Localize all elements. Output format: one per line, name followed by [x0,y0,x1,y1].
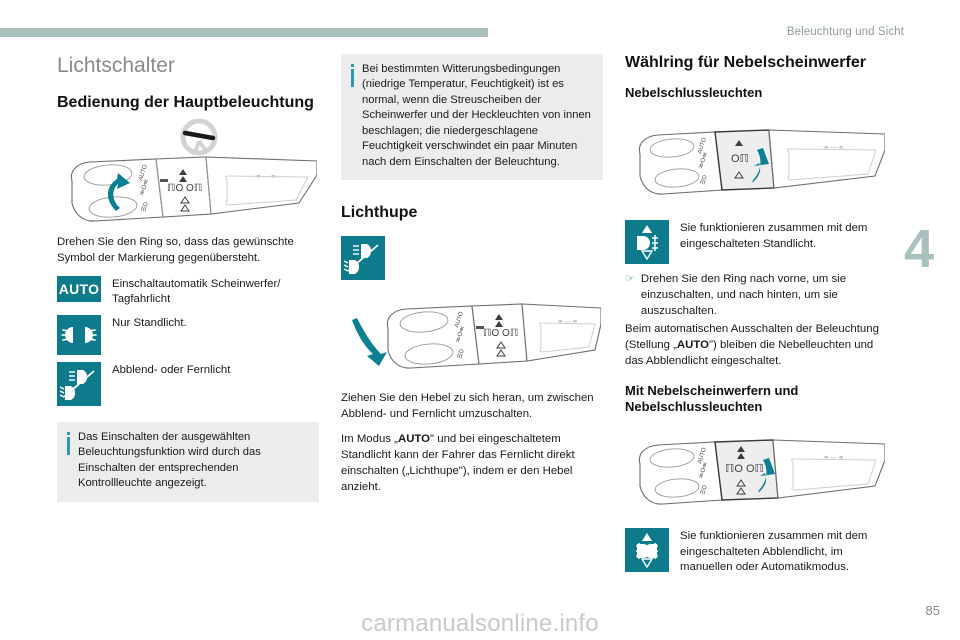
dipped-main-beam-glyph [60,365,98,403]
auto-badge-icon [57,276,101,302]
column-left [57,54,319,502]
symbol-row-dipped-main-beam [57,362,319,406]
symbol-label-front-rear-fog: Sie funktionieren zusammen mit dem eingeschalteten Abblendlicht, im manuellen oder Automatikmodus. [680,530,868,574]
svg-text:≫O≪: ≫O≪ [455,325,467,344]
info-icon [67,432,70,455]
note-box-middle [341,54,603,180]
svg-text:≫O≪: ≫O≪ [698,151,710,171]
note-text-left: Das Einschalten der ausgewählten Beleuchtungsfunktion wird durch das Einschalten der entsprechenden Kontrollleuchte angezeigt. [78,430,261,490]
rear-fog-lamp-icon [625,220,669,264]
svg-text:⚭—⚭: ⚭—⚭ [823,453,845,463]
header-rule [0,28,488,37]
paragraph-auto-post: ") bleiben die Nebelleuchten und das Abblendlicht eingeschaltet. [625,339,874,368]
heading-waehlring-nebelscheinwerfer: Wählring für Nebelscheinwerfer [625,54,866,71]
paragraph-im-modus-post: " und bei eingeschaltetem Standlicht kann der Fahrer das Fernlicht direkt einschalten („Lichthupe"), indem er den Hebel anzieht. [341,432,575,493]
rear-fog-lamp-glyph [630,223,664,261]
paragraph-auto-bold: AUTO [676,339,709,352]
heading-nebelschlussleuchten: Nebelschlussleuchten [625,84,763,100]
sidelight-icon [57,315,101,355]
paragraph-automatisches-ausschalten [625,322,887,370]
illustration-flash-stalk [343,290,601,382]
chapter-number: 4 [904,219,935,279]
svg-text:ℿO Oℿ: ℿO Oℿ [167,183,203,195]
symbol-row-auto [57,276,319,308]
front-rear-fog-lamp-icon [625,528,669,572]
heading-bedienung-hauptbeleuchtung: Bedienung der Hauptbeleuchtung [57,94,314,112]
svg-text:☰D: ☰D [700,484,709,497]
symbol-label-dipped-main-beam: Abblend- oder Fernlicht [112,363,231,376]
paragraph-ziehen-sie-den-hebel: Ziehen Sie den Hebel zu sich heran, um zwischen Abblend- und Fernlicht umzuschalten. [341,392,594,421]
illustration-rear-fog-ring [627,114,885,210]
paragraph-drehen-sie-den-ring: Drehen Sie den Ring so, dass das gewünschte Symbol der Markierung gegenübersteht. [57,236,294,264]
illustration-front-rear-fog-ring [627,426,885,518]
note-box-left [57,422,319,502]
svg-text:AUTO: AUTO [138,164,150,182]
svg-text:AUTO: AUTO [697,447,709,466]
svg-text:≫O≪: ≫O≪ [139,178,151,197]
svg-text:AUTO: AUTO [454,311,466,329]
svg-text:☰D: ☰D [700,174,709,187]
dipped-main-beam-icon [57,362,101,406]
bullet-text: Drehen Sie den Ring nach vorne, um sie einzuschalten, und nach hinten, um sie auszuschalten. [640,273,847,318]
symbol-row-front-rear-fog [625,528,887,575]
auto-badge-text: AUTO [58,280,100,297]
pointing-hand-icon: ☞ [625,273,635,286]
headlamp-flash-icon [341,236,385,280]
bullet-drehen-ring-nach-vorne [625,272,887,320]
svg-text:☰D: ☰D [141,201,150,213]
svg-text:ℿO Oℿ: ℿO Oℿ [725,463,764,476]
info-icon [351,64,354,87]
symbol-label-rear-fog: Sie funktionieren zusammen mit dem eingeschalteten Standlicht. [680,222,868,250]
paragraph-im-modus-pre: Im Modus „ [341,432,398,445]
paragraph-auto-pre: Beim automatischen Ausschalten der Beleuchtung (Stellung „ [625,323,879,352]
svg-text:ℿO Oℿ: ℿO Oℿ [483,328,519,340]
headlamp-flash-glyph [344,239,382,277]
symbol-row-sidelight [57,315,319,355]
watermark: carmanualsonline.info [361,610,599,637]
svg-text:Oℿ: Oℿ [731,153,749,166]
page-number: 85 [925,603,940,618]
svg-text:≫O≪: ≫O≪ [698,461,710,481]
page-title: Lichtschalter [57,54,175,77]
pull-arrow-icon [352,318,387,366]
svg-text:AUTO: AUTO [697,137,709,156]
front-rear-fog-lamp-glyph [627,531,667,569]
heading-mit-nebelscheinwerfern: Mit Nebelscheinwerfern und Nebelschlussleuchten [625,383,799,414]
column-middle [341,54,603,496]
column-right [625,54,887,583]
sidelight-glyph [61,323,97,347]
symbol-label-auto: Einschaltautomatik Scheinwerfer/ Tagfahrlicht [112,277,281,306]
symbol-row-rear-fog [625,220,887,264]
heading-lichthupe: Lichthupe [341,204,418,222]
svg-text:⚭—⚭: ⚭—⚭ [823,143,845,153]
paragraph-im-modus-auto [341,432,603,496]
svg-text:⚭—⚭: ⚭—⚭ [255,172,277,182]
symbol-label-sidelight: Nur Standlicht. [112,316,187,329]
note-text-middle: Bei bestimmten Witterungsbedingungen (niedrige Temperatur, Feuchtigkeit) ist es normal, wenn die Streuscheiben der Scheinwerfer und der Heckleuchten von innen beschlagen; die niedergeschlagene Feuchtigkeit verschwindet ein paar Minuten nach dem Einschalten der Beleuchtung. [362,63,591,168]
header-title: Beleuchtung und Sicht [786,26,904,38]
svg-text:⚭—⚭: ⚭—⚭ [557,317,579,327]
illustration-light-switch-stalk [59,117,317,235]
svg-text:☰D: ☰D [457,348,466,360]
paragraph-im-modus-bold: AUTO [397,432,431,445]
